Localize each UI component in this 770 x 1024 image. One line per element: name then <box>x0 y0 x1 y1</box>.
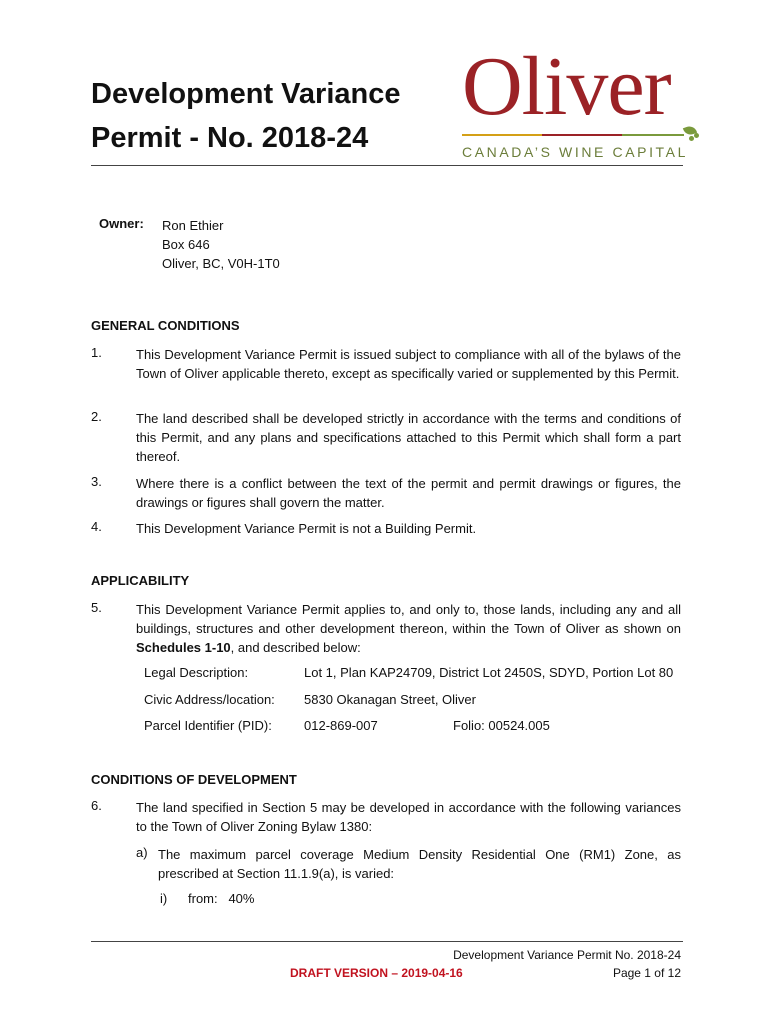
owner-address-1: Box 646 <box>162 237 210 252</box>
logo-line-gold <box>462 134 542 136</box>
header-divider <box>91 165 683 166</box>
sub-item-a-text: The maximum parcel coverage Medium Density Residential One (RM1) Zone, as prescribed at Section 11.1.9(a), is varied: <box>158 847 681 881</box>
owner-block <box>162 216 280 273</box>
grape-icon <box>694 133 699 138</box>
sub-item-i-label: i) <box>160 891 168 906</box>
general-condition-3: Where there is a conflict between the text of the permit and permit drawings or figures, the drawings or figures shall govern the matter. <box>136 476 681 510</box>
oliver-logo <box>458 40 708 166</box>
item-number: 3. <box>91 474 102 489</box>
civic-address-value: 5830 Okanagan Street, Oliver <box>304 692 476 707</box>
logo-word: Oliver <box>462 40 671 133</box>
logo-line-green <box>622 134 684 136</box>
title-line-1: Development Variance <box>91 78 401 110</box>
applicability-heading: APPLICABILITY <box>91 573 190 588</box>
footer-divider <box>91 941 683 942</box>
applicability-text-after: , and described below: <box>230 640 361 655</box>
applicability-text-before: This Development Variance Permit applies to, and only to, those lands, including any and all buildings, structures and other development thereon, within the Town of Oliver as shown on <box>136 602 681 636</box>
applicability-text <box>136 600 681 657</box>
grape-icon <box>689 136 694 141</box>
general-conditions-heading: GENERAL CONDITIONS <box>91 318 240 333</box>
general-condition-2: The land described shall be developed strictly in accordance with the terms and conditions of this Permit, and any plans and specifications attached to this Permit which shall form a part thereof. <box>136 411 681 464</box>
draft-version-label: DRAFT VERSION – 2019-04-16 <box>290 966 463 980</box>
item-number: 6. <box>91 798 102 813</box>
pid-label: Parcel Identifier (PID): <box>144 718 272 733</box>
general-condition-4: This Development Variance Permit is not a Building Permit. <box>136 521 477 536</box>
owner-label: Owner: <box>99 216 144 231</box>
legal-description-value: Lot 1, Plan KAP24709, District Lot 2450S, SDYD, Portion Lot 80 <box>304 665 674 680</box>
item-number: 1. <box>91 345 102 360</box>
page-title <box>91 72 400 160</box>
footer-document-name: Development Variance Permit No. 2018-24 <box>453 948 681 962</box>
logo-line-red <box>542 134 622 136</box>
folio-value: Folio: 00524.005 <box>453 718 550 733</box>
item-number: 5. <box>91 600 102 615</box>
logo-tagline: CANADA’S WINE CAPITAL <box>462 144 688 160</box>
general-condition-1: This Development Variance Permit is issued subject to compliance with all of the bylaws of the Town of Oliver applicable thereto, except as specifically varied or supplemented by this Permit. <box>136 347 681 381</box>
pid-value: 012-869-007 <box>304 718 378 733</box>
schedules-reference: Schedules 1-10 <box>136 640 231 655</box>
conditions-of-development-heading: CONDITIONS OF DEVELOPMENT <box>91 772 297 787</box>
civic-address-label: Civic Address/location: <box>144 692 275 707</box>
sub-item-a-label: a) <box>136 845 148 860</box>
sub-item-i-text: from: 40% <box>188 891 255 906</box>
legal-description-label: Legal Description: <box>144 665 249 680</box>
item-number: 4. <box>91 519 102 534</box>
owner-name: Ron Ethier <box>162 218 224 233</box>
page-number: Page 1 of 12 <box>612 966 681 980</box>
owner-address-2: Oliver, BC, V0H-1T0 <box>162 256 280 271</box>
title-line-2: Permit - No. 2018-24 <box>91 122 369 154</box>
item-number: 2. <box>91 409 102 424</box>
development-text: The land specified in Section 5 may be developed in accordance with the following variances to the Town of Oliver Zoning Bylaw 1380: <box>136 800 681 834</box>
